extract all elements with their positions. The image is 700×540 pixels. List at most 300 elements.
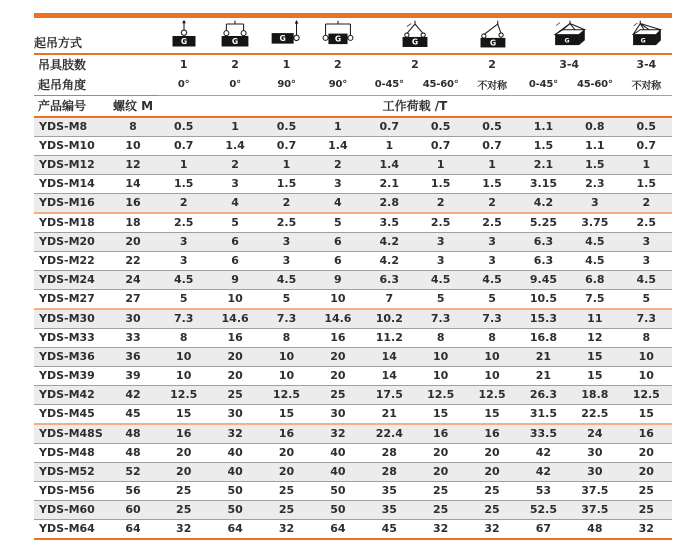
spec-row-yds-m24 — [34, 270, 672, 289]
product-number-cell: YDS-M22 — [34, 251, 108, 270]
load-value-cell: 1.1 — [569, 136, 620, 155]
load-value-cell: 20 — [312, 366, 363, 385]
column-header-row — [34, 96, 672, 117]
lifting-angle-value: 45-60° — [415, 74, 466, 96]
product-number-cell: YDS-M12 — [34, 155, 108, 174]
load-value-cell: 20 — [415, 443, 466, 462]
load-value-cell: 20 — [415, 462, 466, 481]
load-value-cell: 21 — [518, 366, 569, 385]
load-value-cell: 30 — [569, 462, 620, 481]
load-value-cell: 16 — [415, 424, 466, 444]
load-value-cell: 3.5 — [364, 213, 415, 233]
load-value-cell: 25 — [466, 481, 517, 500]
load-value-cell: 1 — [158, 155, 209, 174]
sling-legs-row — [34, 54, 672, 74]
thread-size-cell: 64 — [108, 519, 158, 539]
load-value-cell: 30 — [209, 404, 260, 424]
load-value-cell: 24 — [569, 424, 620, 444]
load-value-cell: 9 — [209, 270, 260, 289]
load-value-cell: 3 — [209, 174, 260, 193]
load-value-cell: 4.5 — [415, 270, 466, 289]
load-value-cell: 1 — [209, 117, 260, 137]
load-value-cell: 15 — [621, 404, 672, 424]
lifting-angle-value: 90° — [261, 74, 312, 96]
load-value-cell: 1.5 — [569, 155, 620, 174]
product-number-cell: YDS-M48 — [34, 443, 108, 462]
lifting-angle-label: 起吊角度 — [34, 74, 158, 96]
load-value-cell: 10 — [261, 366, 312, 385]
load-value-cell: 25 — [158, 481, 209, 500]
load-value-cell: 16.8 — [518, 328, 569, 347]
load-value-cell: 5 — [158, 289, 209, 309]
spec-row-yds-m60 — [34, 500, 672, 519]
load-value-cell: 31.5 — [518, 404, 569, 424]
spec-row-yds-m42 — [34, 385, 672, 404]
load-value-cell: 53 — [518, 481, 569, 500]
lifting-spec-table — [34, 13, 672, 540]
load-value-cell: 1.4 — [312, 136, 363, 155]
thread-size-cell: 48 — [108, 443, 158, 462]
lifting-angle-row — [34, 74, 672, 96]
product-number-cell: YDS-M39 — [34, 366, 108, 385]
load-value-cell: 0.5 — [261, 117, 312, 137]
product-number-cell: YDS-M64 — [34, 519, 108, 539]
sling-legs-value: 2 — [411, 57, 419, 71]
load-value-cell: 20 — [466, 443, 517, 462]
load-value-cell: 2.5 — [261, 213, 312, 233]
load-value-cell: 15 — [569, 366, 620, 385]
load-value-cell: 10 — [415, 347, 466, 366]
load-value-cell: 42 — [518, 443, 569, 462]
load-value-cell: 4.2 — [364, 232, 415, 251]
load-value-cell: 6 — [209, 251, 260, 270]
load-value-cell: 0.5 — [621, 117, 672, 137]
svg-text:G: G — [180, 36, 187, 46]
load-value-cell: 7 — [364, 289, 415, 309]
load-value-cell: 22.4 — [364, 424, 415, 444]
product-number-cell: YDS-M48S — [34, 424, 108, 444]
load-value-cell: 1 — [261, 155, 312, 174]
lifting-angle-value: 0-45° — [364, 74, 415, 96]
load-value-cell: 10 — [158, 347, 209, 366]
load-value-cell: 20 — [209, 366, 260, 385]
sling-legs-value: 2 — [488, 57, 496, 71]
load-value-cell: 52.5 — [518, 500, 569, 519]
lifting-angle-value: 45-60° — [569, 74, 620, 96]
spec-row-yds-m56 — [34, 481, 672, 500]
load-value-cell: 3.15 — [518, 174, 569, 193]
load-value-cell: 1 — [312, 117, 363, 137]
load-value-cell: 3 — [466, 251, 517, 270]
load-value-cell: 12 — [569, 328, 620, 347]
load-value-cell: 2.5 — [621, 213, 672, 233]
load-value-cell: 8 — [621, 328, 672, 347]
load-value-cell: 6.3 — [518, 251, 569, 270]
load-value-cell: 3 — [415, 232, 466, 251]
load-value-cell: 10 — [466, 366, 517, 385]
load-value-cell: 20 — [621, 462, 672, 481]
thread-size-cell: 18 — [108, 213, 158, 233]
load-value-cell: 37.5 — [569, 500, 620, 519]
thread-size-cell: 36 — [108, 347, 158, 366]
load-value-cell: 0.8 — [569, 117, 620, 137]
load-value-cell: 2 — [466, 193, 517, 213]
load-value-cell: 10 — [621, 366, 672, 385]
thread-size-cell: 48 — [108, 424, 158, 444]
load-value-cell: 20 — [312, 347, 363, 366]
multi-leg-asymmetric-icon — [621, 16, 672, 54]
load-value-cell: 20 — [261, 462, 312, 481]
load-value-cell: 22.5 — [569, 404, 620, 424]
product-number-cell: YDS-M52 — [34, 462, 108, 481]
load-value-cell: 21 — [518, 347, 569, 366]
sling-legs-value: 1 — [282, 57, 291, 71]
load-value-cell: 3 — [466, 232, 517, 251]
load-value-cell: 26.3 — [518, 385, 569, 404]
load-value-cell: 5 — [415, 289, 466, 309]
lifting-angle-value: 0-45° — [518, 74, 569, 96]
load-value-cell: 25 — [621, 500, 672, 519]
thread-size-cell: 8 — [108, 117, 158, 137]
load-value-cell: 4.5 — [569, 251, 620, 270]
load-value-cell: 32 — [466, 519, 517, 539]
product-number-cell: YDS-M33 — [34, 328, 108, 347]
product-number-cell: YDS-M14 — [34, 174, 108, 193]
spec-row-yds-m27 — [34, 289, 672, 309]
load-value-cell: 25 — [261, 500, 312, 519]
load-value-cell: 2 — [261, 193, 312, 213]
load-value-cell: 35 — [364, 481, 415, 500]
load-value-cell: 10 — [209, 289, 260, 309]
load-value-cell: 14 — [364, 366, 415, 385]
load-value-cell: 20 — [466, 462, 517, 481]
load-value-cell: 25 — [415, 500, 466, 519]
load-value-cell: 12.5 — [621, 385, 672, 404]
load-value-cell: 0.7 — [158, 136, 209, 155]
spec-row-yds-m10 — [34, 136, 672, 155]
load-value-cell: 9.45 — [518, 270, 569, 289]
load-value-cell: 6 — [312, 251, 363, 270]
load-value-cell: 3.75 — [569, 213, 620, 233]
load-value-cell: 5 — [261, 289, 312, 309]
sling-legs-value: 3-4 — [559, 57, 580, 71]
product-number-cell: YDS-M10 — [34, 136, 108, 155]
load-value-cell: 45 — [364, 519, 415, 539]
load-value-cell: 7.3 — [621, 309, 672, 329]
load-value-cell: 15.3 — [518, 309, 569, 329]
thread-size-cell: 27 — [108, 289, 158, 309]
load-value-cell: 0.5 — [158, 117, 209, 137]
load-value-cell: 1.5 — [466, 174, 517, 193]
product-number-cell: YDS-M60 — [34, 500, 108, 519]
load-value-cell: 5 — [621, 289, 672, 309]
spec-row-yds-m39 — [34, 366, 672, 385]
load-value-cell: 6.3 — [364, 270, 415, 289]
load-value-cell: 1 — [415, 155, 466, 174]
svg-text:G: G — [231, 36, 239, 46]
load-value-cell: 12.5 — [261, 385, 312, 404]
thread-size-cell: 12 — [108, 155, 158, 174]
load-value-cell: 25 — [209, 385, 260, 404]
load-value-cell: 3 — [261, 251, 312, 270]
load-value-cell: 1 — [364, 136, 415, 155]
load-value-cell: 7.3 — [415, 309, 466, 329]
product-number-cell: YDS-M42 — [34, 385, 108, 404]
spec-row-yds-m64 — [34, 519, 672, 539]
load-value-cell: 48 — [569, 519, 620, 539]
svg-text:G: G — [334, 34, 342, 44]
two-leg-asymmetric-icon — [466, 16, 517, 54]
load-value-cell: 40 — [209, 443, 260, 462]
product-number-cell: YDS-M56 — [34, 481, 108, 500]
load-value-cell: 3 — [158, 251, 209, 270]
load-value-cell: 3 — [621, 232, 672, 251]
load-value-cell: 4.5 — [158, 270, 209, 289]
load-value-cell: 25 — [621, 481, 672, 500]
load-value-cell: 20 — [209, 347, 260, 366]
product-number-cell: YDS-M45 — [34, 404, 108, 424]
load-value-cell: 0.5 — [415, 117, 466, 137]
load-value-cell: 2.8 — [364, 193, 415, 213]
thread-size-cell: 45 — [108, 404, 158, 424]
load-value-cell: 7.3 — [158, 309, 209, 329]
load-value-cell: 3 — [261, 232, 312, 251]
load-value-cell: 8 — [415, 328, 466, 347]
load-value-cell: 2.1 — [364, 174, 415, 193]
load-value-cell: 12.5 — [158, 385, 209, 404]
load-value-cell: 15 — [158, 404, 209, 424]
load-value-cell: 2 — [209, 155, 260, 174]
two-leg-sling-icon — [364, 16, 467, 54]
load-value-cell: 0.7 — [621, 136, 672, 155]
spec-row-yds-m33 — [34, 328, 672, 347]
product-number-cell: YDS-M24 — [34, 270, 108, 289]
load-value-cell: 16 — [209, 328, 260, 347]
load-value-cell: 16 — [466, 424, 517, 444]
load-value-cell: 1.5 — [621, 174, 672, 193]
load-value-cell: 25 — [466, 500, 517, 519]
lifting-method-row — [34, 16, 672, 54]
load-value-cell: 10 — [312, 289, 363, 309]
load-value-cell: 28 — [364, 462, 415, 481]
load-value-cell: 32 — [415, 519, 466, 539]
load-value-cell: 4.5 — [466, 270, 517, 289]
load-value-cell: 15 — [466, 404, 517, 424]
sling-legs-value: 2 — [334, 57, 342, 71]
single-leg-vertical-icon — [158, 16, 209, 54]
load-value-cell: 1.5 — [261, 174, 312, 193]
thread-size-cell: 56 — [108, 481, 158, 500]
double-leg-vertical-icon — [209, 16, 260, 54]
load-value-cell: 14.6 — [209, 309, 260, 329]
load-value-cell: 10 — [158, 366, 209, 385]
load-value-cell: 32 — [209, 424, 260, 444]
load-value-cell: 25 — [312, 385, 363, 404]
load-value-cell: 5 — [209, 213, 260, 233]
load-value-cell: 16 — [621, 424, 672, 444]
working-load-label: 工作荷载 /T — [158, 96, 672, 117]
thread-size-cell: 39 — [108, 366, 158, 385]
load-value-cell: 10 — [621, 347, 672, 366]
lifting-load-spec-sheet — [34, 13, 672, 540]
load-value-cell: 20 — [261, 443, 312, 462]
thread-size-cell: 14 — [108, 174, 158, 193]
load-value-cell: 1 — [466, 155, 517, 174]
product-number-cell: YDS-M20 — [34, 232, 108, 251]
thread-size-cell: 10 — [108, 136, 158, 155]
product-number-cell: YDS-M8 — [34, 117, 108, 137]
load-value-cell: 8 — [261, 328, 312, 347]
load-value-cell: 6.8 — [569, 270, 620, 289]
load-value-cell: 2 — [312, 155, 363, 174]
svg-text:G: G — [489, 38, 497, 48]
double-leg-side-icon — [312, 16, 363, 54]
load-value-cell: 0.7 — [466, 136, 517, 155]
load-value-cell: 2 — [158, 193, 209, 213]
load-value-cell: 3 — [312, 174, 363, 193]
load-value-cell: 6.3 — [518, 232, 569, 251]
load-value-cell: 10.2 — [364, 309, 415, 329]
load-value-cell: 18.8 — [569, 385, 620, 404]
thread-size-cell: 33 — [108, 328, 158, 347]
load-value-cell: 33.5 — [518, 424, 569, 444]
load-value-cell: 40 — [312, 462, 363, 481]
sling-legs-value: 3-4 — [636, 57, 657, 71]
thread-size-cell: 22 — [108, 251, 158, 270]
thread-size-cell: 24 — [108, 270, 158, 289]
load-value-cell: 40 — [209, 462, 260, 481]
load-value-cell: 0.7 — [364, 117, 415, 137]
load-value-cell: 17.5 — [364, 385, 415, 404]
load-value-cell: 7.3 — [466, 309, 517, 329]
load-value-cell: 3 — [415, 251, 466, 270]
load-value-cell: 8 — [466, 328, 517, 347]
spec-rows — [34, 117, 672, 539]
load-value-cell: 6 — [312, 232, 363, 251]
spec-row-yds-m16 — [34, 193, 672, 213]
spec-row-yds-m30 — [34, 309, 672, 329]
load-value-cell: 64 — [209, 519, 260, 539]
spec-row-yds-m48s — [34, 424, 672, 444]
load-value-cell: 2.5 — [158, 213, 209, 233]
load-value-cell: 12.5 — [415, 385, 466, 404]
load-value-cell: 30 — [312, 404, 363, 424]
svg-text:G: G — [564, 37, 570, 45]
lifting-angle-value: 90° — [312, 74, 363, 96]
spec-row-yds-m22 — [34, 251, 672, 270]
thread-size-cell: 42 — [108, 385, 158, 404]
load-value-cell: 8 — [158, 328, 209, 347]
thread-size-cell: 30 — [108, 309, 158, 329]
lifting-angle-value: 0° — [158, 74, 209, 96]
spec-row-yds-m14 — [34, 174, 672, 193]
spec-row-yds-m48 — [34, 443, 672, 462]
lifting-method-label: 起吊方式 — [34, 16, 158, 54]
spec-row-yds-m20 — [34, 232, 672, 251]
load-value-cell: 15 — [261, 404, 312, 424]
load-value-cell: 16 — [158, 424, 209, 444]
load-value-cell: 4 — [312, 193, 363, 213]
load-value-cell: 2 — [621, 193, 672, 213]
load-value-cell: 1.5 — [158, 174, 209, 193]
spec-row-yds-m12 — [34, 155, 672, 174]
load-value-cell: 4 — [209, 193, 260, 213]
load-value-cell: 21 — [364, 404, 415, 424]
load-value-cell: 2 — [415, 193, 466, 213]
load-value-cell: 1.4 — [364, 155, 415, 174]
load-value-cell: 6 — [209, 232, 260, 251]
product-number-cell: YDS-M30 — [34, 309, 108, 329]
load-value-cell: 3 — [158, 232, 209, 251]
load-value-cell: 1.1 — [518, 117, 569, 137]
spec-row-yds-m52 — [34, 462, 672, 481]
load-value-cell: 11.2 — [364, 328, 415, 347]
load-value-cell: 7.5 — [569, 289, 620, 309]
load-value-cell: 40 — [312, 443, 363, 462]
load-value-cell: 30 — [569, 443, 620, 462]
load-value-cell: 1.5 — [415, 174, 466, 193]
load-value-cell: 1.4 — [209, 136, 260, 155]
load-value-cell: 4.5 — [621, 270, 672, 289]
thread-size-cell: 52 — [108, 462, 158, 481]
load-value-cell: 10 — [415, 366, 466, 385]
load-value-cell: 5 — [466, 289, 517, 309]
load-value-cell: 42 — [518, 462, 569, 481]
sling-legs-value: 2 — [231, 57, 239, 71]
load-value-cell: 25 — [415, 481, 466, 500]
load-value-cell: 4.2 — [518, 193, 569, 213]
load-value-cell: 64 — [312, 519, 363, 539]
load-value-cell: 4.5 — [569, 232, 620, 251]
sling-legs-value: 1 — [179, 57, 188, 71]
load-value-cell: 50 — [209, 500, 260, 519]
load-value-cell: 25 — [261, 481, 312, 500]
product-number-cell: YDS-M27 — [34, 289, 108, 309]
load-value-cell: 0.7 — [415, 136, 466, 155]
load-value-cell: 67 — [518, 519, 569, 539]
load-value-cell: 50 — [209, 481, 260, 500]
spec-row-yds-m18 — [34, 213, 672, 233]
load-value-cell: 32 — [158, 519, 209, 539]
load-value-cell: 32 — [261, 519, 312, 539]
load-value-cell: 10 — [466, 347, 517, 366]
thread-size-cell: 60 — [108, 500, 158, 519]
load-value-cell: 7.3 — [261, 309, 312, 329]
sling-legs-label: 吊具肢数 — [38, 57, 87, 72]
load-value-cell: 5.25 — [518, 213, 569, 233]
lifting-angle-value: 不对称 — [621, 74, 672, 96]
load-value-cell: 20 — [158, 443, 209, 462]
spec-row-yds-m45 — [34, 404, 672, 424]
load-value-cell: 0.7 — [261, 136, 312, 155]
load-value-cell: 9 — [312, 270, 363, 289]
load-value-cell: 25 — [158, 500, 209, 519]
load-value-cell: 2.5 — [415, 213, 466, 233]
product-number-label: 产品编号 — [34, 96, 108, 117]
load-value-cell: 1 — [621, 155, 672, 174]
load-value-cell: 12.5 — [466, 385, 517, 404]
load-value-cell: 3 — [569, 193, 620, 213]
thread-size-cell: 16 — [108, 193, 158, 213]
product-number-cell: YDS-M18 — [34, 213, 108, 233]
load-value-cell: 15 — [415, 404, 466, 424]
load-value-cell: 3 — [621, 251, 672, 270]
load-value-cell: 35 — [364, 500, 415, 519]
load-value-cell: 4.5 — [261, 270, 312, 289]
svg-text:G: G — [640, 37, 646, 45]
product-number-cell: YDS-M36 — [34, 347, 108, 366]
load-value-cell: 15 — [569, 347, 620, 366]
